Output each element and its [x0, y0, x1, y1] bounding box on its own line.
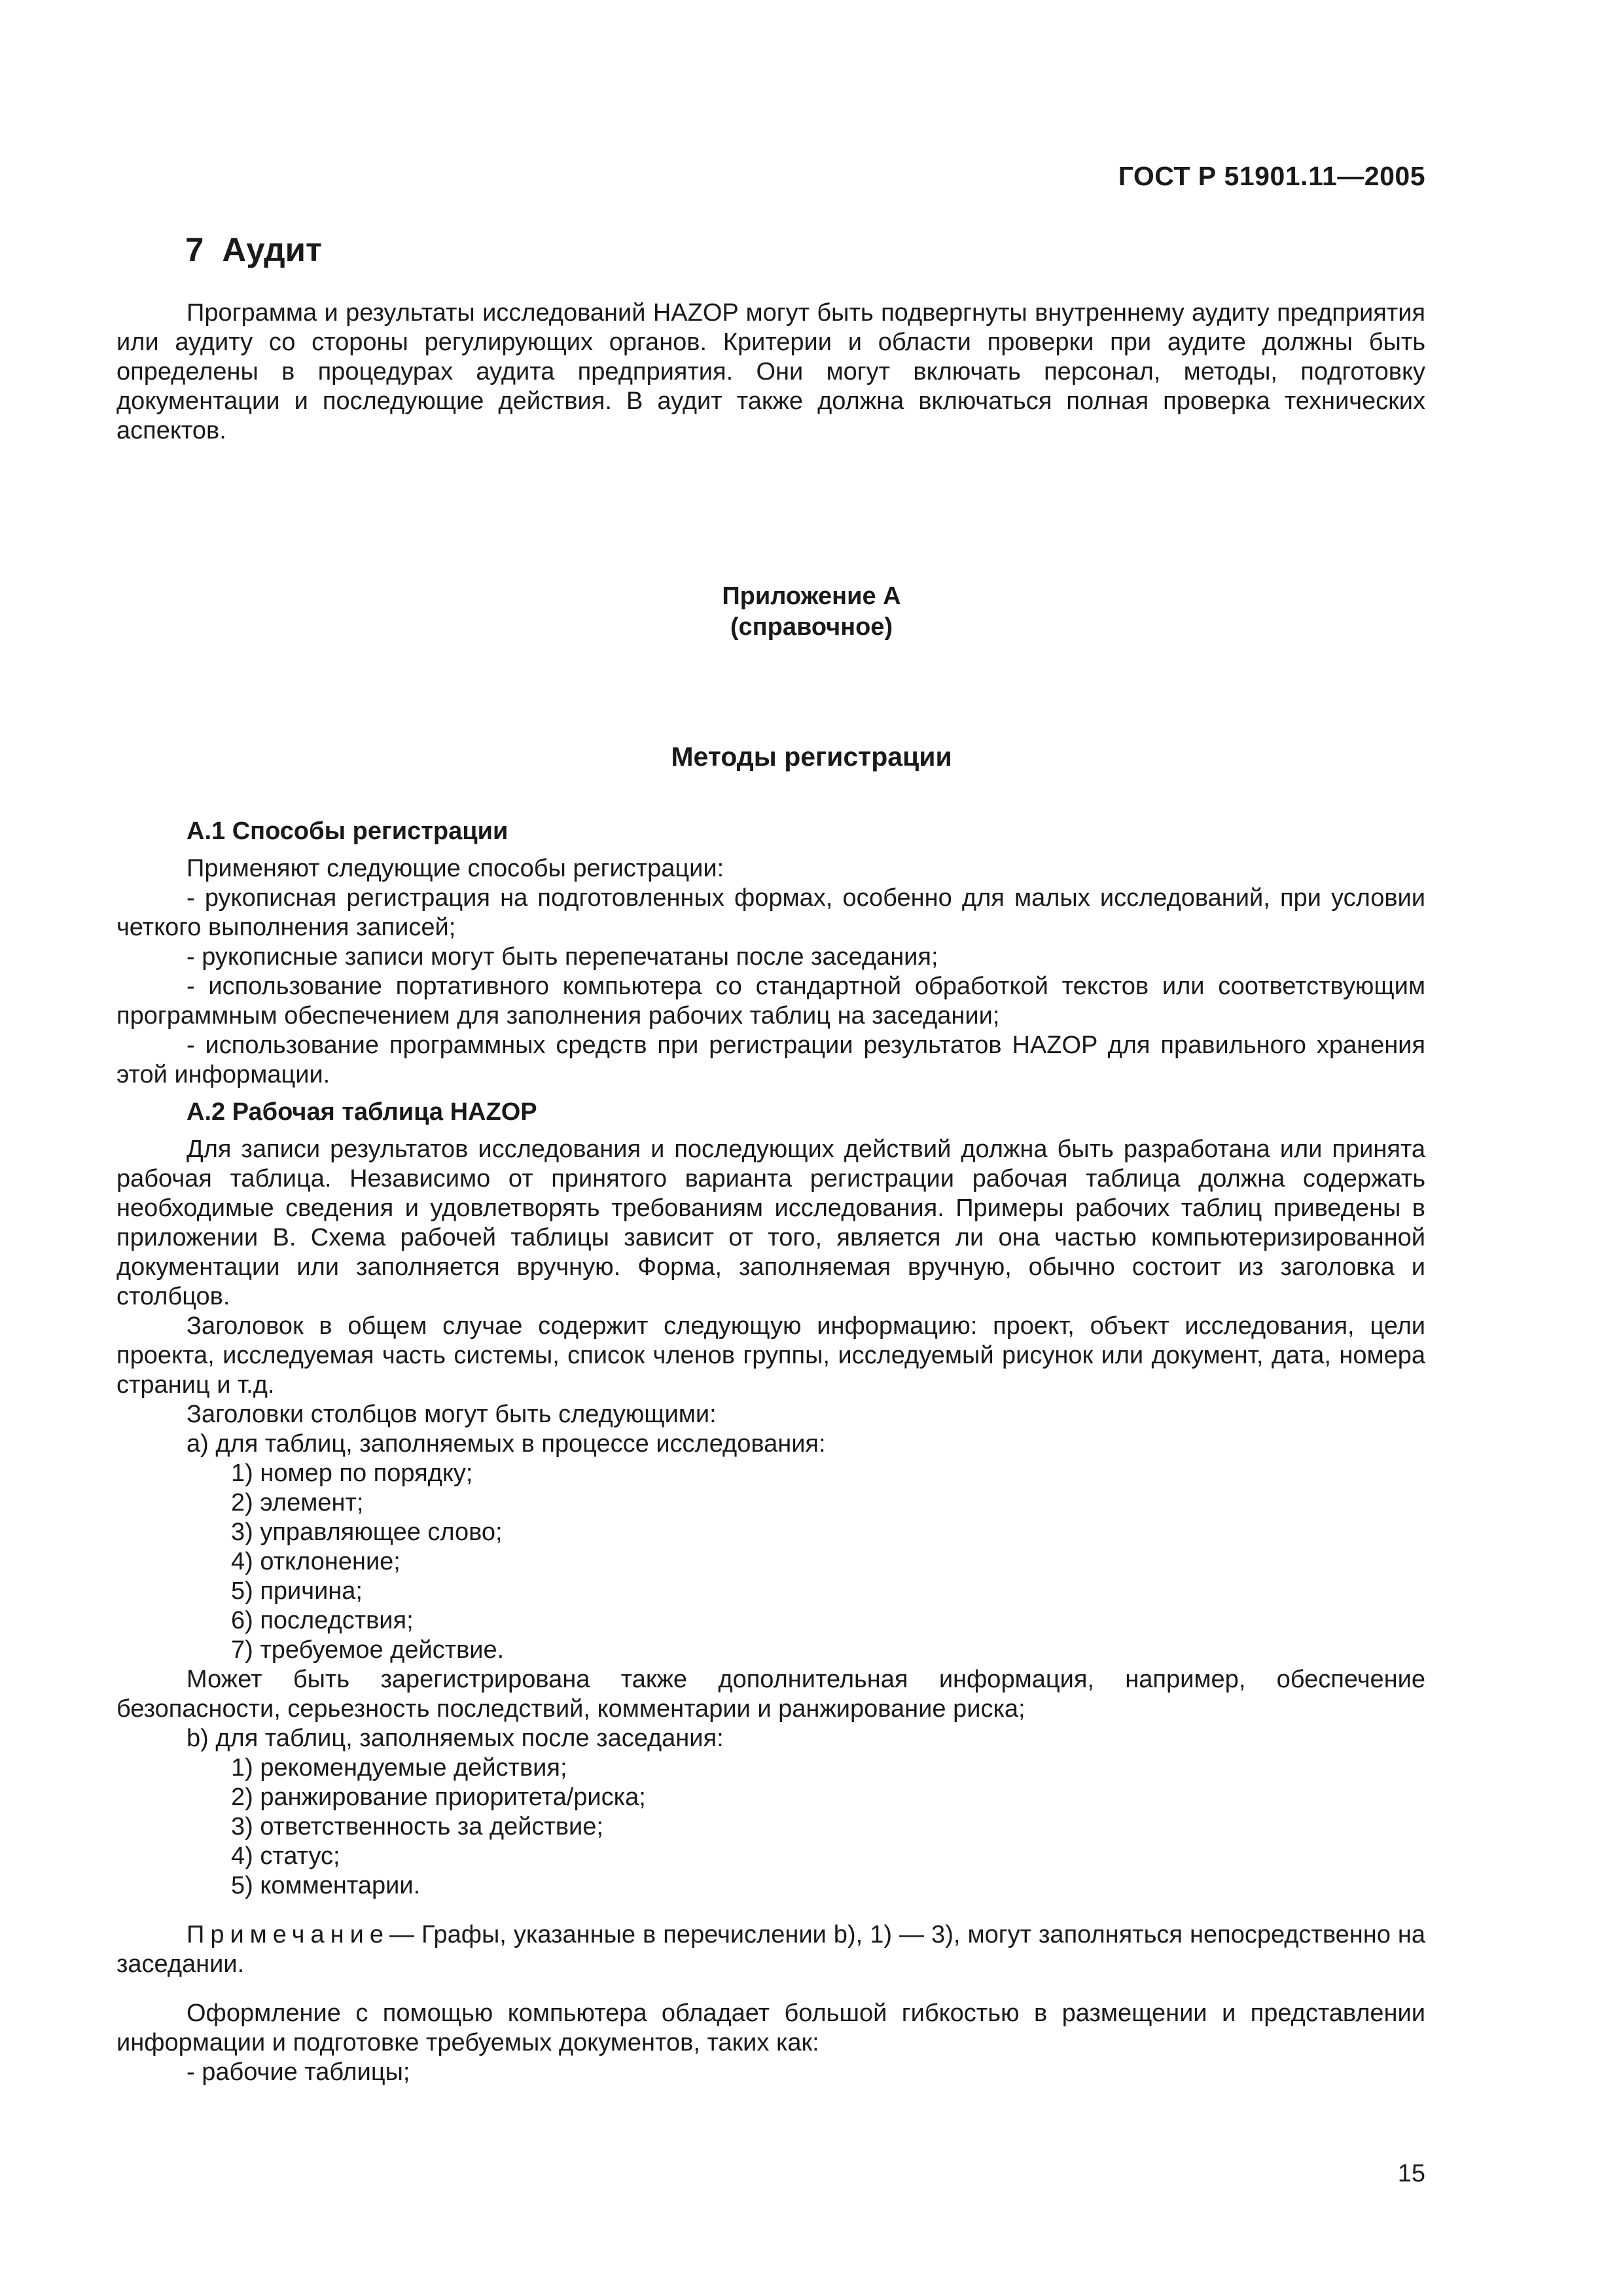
- a1-item: - использование программных средств при регистрации результатов HAZOP для правильного хранения этой информации.: [116, 1031, 1425, 1088]
- list-a-item: 4) отклонение;: [231, 1548, 401, 1575]
- note-text: — Графы, указанные в перечислении b), 1) — 3), могут заполняться непосредственно на заседании.: [116, 1921, 1425, 1978]
- list-b-item: 2) ранжирование приоритета/риска;: [231, 1784, 646, 1811]
- a2-list-item: - рабочие таблицы;: [187, 2058, 410, 2086]
- document-code: ГОСТ Р 51901.11—2005: [1118, 161, 1425, 191]
- list-b-item: 5) комментарии.: [231, 1872, 421, 1899]
- a1-item: - рукописные записи могут быть перепечатаны после заседания;: [187, 943, 938, 971]
- section-title-text: Аудит: [222, 231, 323, 268]
- list-a-item: 6) последствия;: [231, 1607, 414, 1634]
- list-a-item: 1) номер по порядку;: [231, 1460, 473, 1487]
- list-a-item: 2) элемент;: [231, 1489, 364, 1516]
- list-a-item: 3) управляющее слово;: [231, 1518, 503, 1546]
- a2-paragraph: Оформление с помощью компьютера обладает большой гибкостью в размещении и представлении информации и подготовке требуемых документов, таких как:: [116, 2000, 1425, 2056]
- section-number: 7: [185, 231, 204, 268]
- a2-paragraph: Заголовок в общем случае содержит следующую информацию: проект, объект исследования, цели проекта, исследуемая часть системы, список членов группы, исследуемый рисунок или документ, дата, номера страниц и т.д.: [116, 1312, 1425, 1399]
- section-7-heading: [185, 230, 322, 269]
- list-b-item: 3) ответственность за действие;: [231, 1813, 603, 1840]
- note: [116, 1920, 1425, 1979]
- a1-item: - использование портативного компьютера со стандартной обработкой текстов или соответствующим программным обеспечением для заполнения рабочих таблиц на заседании;: [116, 973, 1425, 1030]
- a2-paragraph: Для записи результатов исследования и последующих действий должна быть разработана или принята рабочая таблица. Независимо от принятого варианта регистрации рабочая таблица должна содержать необходимые сведения и удовлетворять требованиям исследования. Примеры рабочих таблиц приведены в приложении В. Схема рабочей таблицы зависит от того, является ли она частью компьютеризированной документации или заполняется вручную. Форма, заполняемая вручную, обычно состоит из заголовка и столбцов.: [116, 1136, 1425, 1310]
- list-b-label: b) для таблиц, заполняемых после заседания:: [187, 1725, 724, 1752]
- list-b-item: 4) статус;: [231, 1842, 340, 1870]
- note-label: Примечание: [187, 1921, 389, 1948]
- a2-paragraph: Заголовки столбцов могут быть следующими:: [187, 1401, 717, 1428]
- subsection-a2-heading: А.2 Рабочая таблица HAZOP: [187, 1098, 537, 1126]
- audit-paragraph: Программа и результаты исследований HAZOP могут быть подвергнуты внутреннему аудиту предприятия или аудиту со стороны регулирующих органов. Критерии и области проверки при аудите должны быть определены в процедурах аудита предприятия. Они могут включать персонал, методы, подготовку документации и последующие действия. В аудит также должна включаться полная проверка технических аспектов.: [116, 299, 1425, 444]
- a1-item: - рукописная регистрация на подготовленных формах, особенно для малых исследований, при условии четкого выполнения записей;: [116, 884, 1425, 941]
- a1-intro: Применяют следующие способы регистрации:: [187, 855, 724, 882]
- subsection-a1-heading: А.1 Способы регистрации: [187, 817, 508, 845]
- list-b-item: 1) рекомендуемые действия;: [231, 1754, 567, 1782]
- appendix-label: Приложение А: [722, 583, 901, 610]
- a2-paragraph: Может быть зарегистрирована также дополнительная информация, например, обеспечение безопасности, серьезность последствий, комментарии и ранжирование риска;: [116, 1666, 1425, 1723]
- list-a-item: 7) требуемое действие.: [231, 1636, 505, 1664]
- list-a-item: 5) причина;: [231, 1577, 363, 1605]
- appendix-body: [116, 817, 1425, 2087]
- list-a-label: а) для таблиц, заполняемых в процессе исследования:: [187, 1430, 826, 1458]
- appendix-kind: (справочное): [730, 613, 893, 641]
- page-number: 15: [1397, 2160, 1425, 2187]
- audit-section-body: [116, 298, 1425, 446]
- appendix-title: Методы регистрации: [671, 742, 952, 772]
